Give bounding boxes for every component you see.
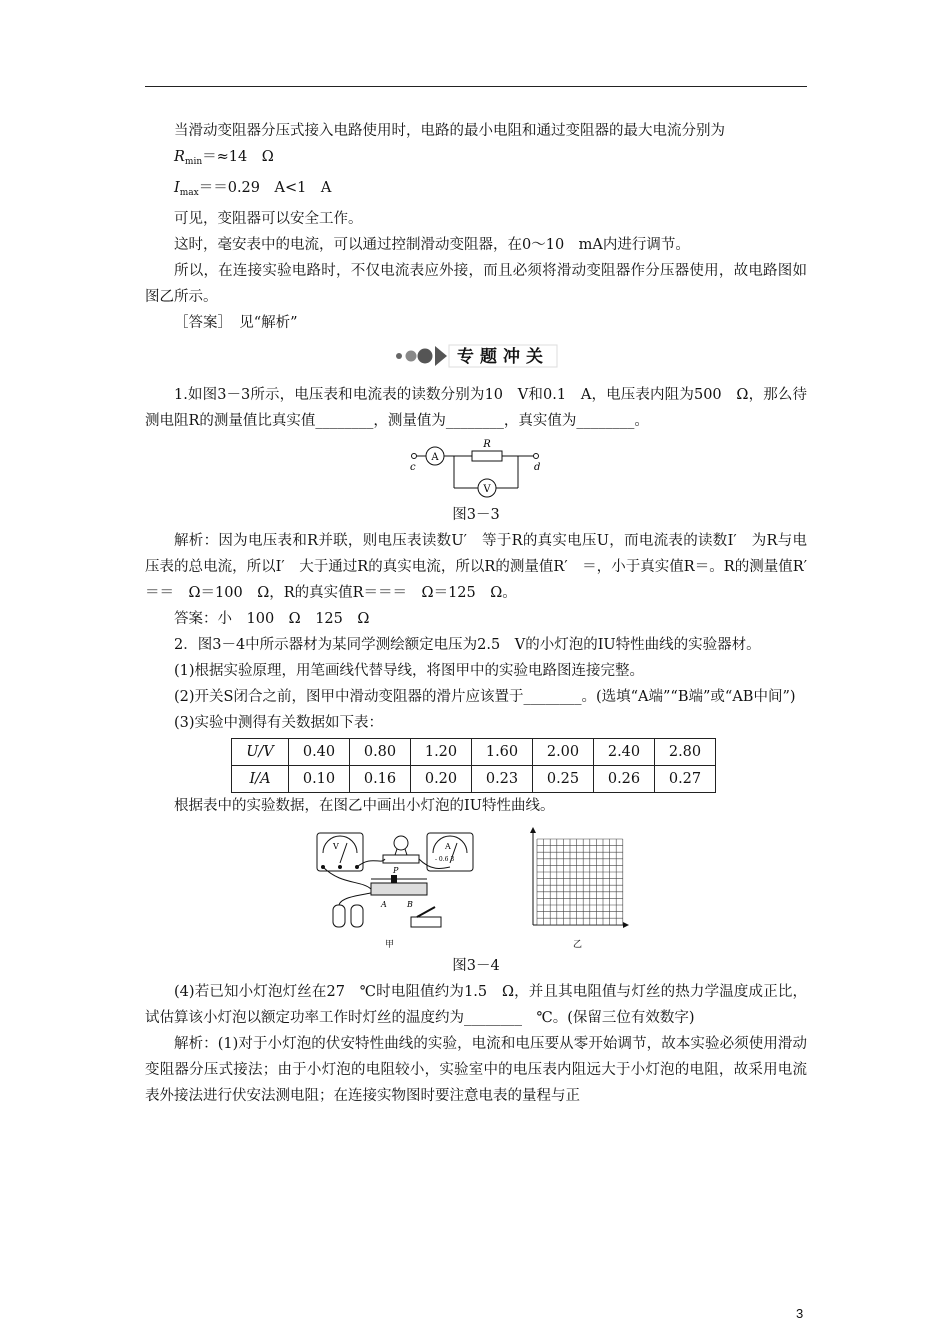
table-cell: 0.16 xyxy=(350,766,411,793)
slider-label: P xyxy=(393,866,399,875)
voltmeter-label: V xyxy=(333,842,339,851)
page-content xyxy=(145,118,822,1109)
figure-caption: 图3－3 xyxy=(452,507,500,523)
page-number: 3 xyxy=(796,1306,804,1321)
question-2-part-3: (3)实验中测得有关数据如下表： xyxy=(174,715,384,731)
paragraph: 所以，在连接实验电路时，不仅电流表应外接，而且必须将滑动变阻器作分压器使用，故电路图如图乙所示。 xyxy=(145,263,807,305)
paragraph: 可见，变阻器可以安全工作。 xyxy=(174,211,363,227)
header-rule xyxy=(145,86,807,87)
table-row xyxy=(232,766,716,793)
paragraph: 这时，毫安表中的电流，可以通过控制滑动变阻器，在0～10 mA内进行调节。 xyxy=(174,237,690,253)
table-cell: 2.40 xyxy=(594,739,655,766)
table-header: I/A xyxy=(232,766,289,793)
apparatus-figure xyxy=(311,825,641,953)
table-cell: 0.20 xyxy=(411,766,472,793)
question-2: 2．图3－4中所示器材为某同学测绘额定电压为2.5 V的小灯泡的IU特性曲线的实验器材。 xyxy=(174,637,761,653)
table-cell: 0.40 xyxy=(289,739,350,766)
section-banner xyxy=(145,338,807,374)
formula-rmin: $R_{min}=\approx 14$ Ω xyxy=(174,149,274,167)
question-1: 1.如图3－3所示，电压表和电流表的读数分别为10 V和0.1 A，电压表内阻为500 Ω，那么待测电阻R的测量值比真实值________，测量值为________，真实值为________。 xyxy=(145,387,807,429)
analysis-1: 解析：因为电压表和R并联，则电压表读数U′ 等于R的真实电压U，而电流表的读数I′ 为R与电压表的总电流，所以I′ 大于通过R的真实电流，所以R的测量值R′ ＝，小于真实值R＝。R的测量值R′ ＝＝ Ω＝100 Ω，R的真实值R＝＝＝ Ω＝125 Ω。 xyxy=(145,533,822,601)
banner-graphic xyxy=(391,341,561,371)
end-b-label: B xyxy=(407,900,413,909)
terminal-c: c xyxy=(410,462,416,473)
question-2-part-2: (2)开关S闭合之前，图甲中滑动变阻器的滑片应该置于________。(选填“A端”“B端”或“AB中间”) xyxy=(174,689,796,705)
figure-caption: 图3－4 xyxy=(452,958,500,974)
terminal-d: d xyxy=(534,462,541,473)
banner-title: 专题冲关 xyxy=(457,347,549,367)
question-2-part-4: (4)若已知小灯泡灯丝在27 ℃时电阻值约为1.5 Ω，并且其电阻值与灯丝的热力学温度成正比，试估算该小灯泡以额定功率工作时灯丝的温度约为________ ℃。(保留三位有效数字) xyxy=(145,984,807,1026)
table-cell: 1.20 xyxy=(411,739,472,766)
figure-3-4 xyxy=(145,825,807,953)
table-cell: 0.80 xyxy=(350,739,411,766)
table-cell: 0.27 xyxy=(655,766,716,793)
ammeter-label: A xyxy=(445,842,451,851)
analysis-2: 解析：(1)对于小灯泡的伏安特性曲线的实验，电流和电压要从零开始调节，故本实验必须使用滑动变阻器分压式接法；由于小灯泡的电阻较小，实验室中的电压表内阻远大于小灯泡的电阻，故采用电流表外接法进行伏安法测电阻；在连接实物图时要注意电表的量程与正 xyxy=(145,1036,807,1104)
voltmeter-label: V xyxy=(483,484,491,495)
figure-3-3 xyxy=(145,438,807,502)
table-cell: 0.10 xyxy=(289,766,350,793)
ammeter-scale: - 0.6 3 xyxy=(435,856,455,863)
end-a-label: A xyxy=(381,900,387,909)
table-row xyxy=(232,739,716,766)
table-cell: 2.80 xyxy=(655,739,716,766)
question-2-part-1: (1)根据实验原理，用笔画线代替导线，将图甲中的实验电路图连接完整。 xyxy=(174,663,645,679)
table-cell: 0.25 xyxy=(533,766,594,793)
table-header: U/V xyxy=(232,739,289,766)
figure-label-yi: 乙 xyxy=(573,940,583,950)
formula-imax: $I_{max}==0.29$ A<1 A xyxy=(174,180,332,198)
table-cell: 1.60 xyxy=(472,739,533,766)
graph-grid xyxy=(530,827,629,928)
figure-label-jia: 甲 xyxy=(385,940,395,950)
resistor-label: R xyxy=(483,439,491,450)
table-cell: 2.00 xyxy=(533,739,594,766)
answer-label: ［答案］ 见“解析” xyxy=(174,315,298,331)
ammeter-label: A xyxy=(431,452,439,463)
paragraph: 当滑动变阻器分压式接入电路使用时，电路的最小电阻和通过变阻器的最大电流分别为 xyxy=(174,123,725,139)
data-table xyxy=(231,738,716,793)
table-cell: 0.26 xyxy=(594,766,655,793)
circuit-diagram xyxy=(406,438,546,502)
table-cell: 0.23 xyxy=(472,766,533,793)
question-2-part-3b: 根据表中的实验数据，在图乙中画出小灯泡的IU特性曲线。 xyxy=(174,798,555,814)
answer-1: 答案：小 100 Ω 125 Ω xyxy=(174,611,370,627)
